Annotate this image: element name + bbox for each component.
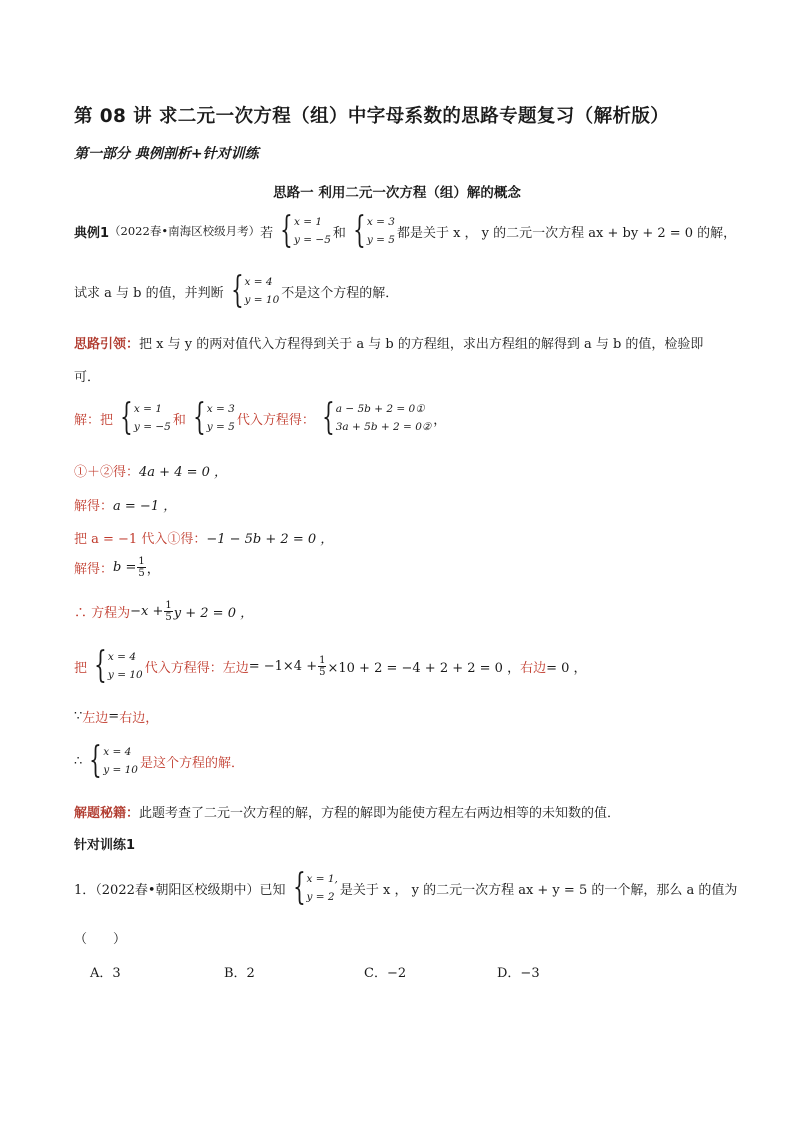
brace-icon: { [353,210,366,251]
equation-system: { x = 3 y = 5 [192,397,235,438]
brace-icon: { [230,270,244,311]
equation-system: { x = 4 y = 10 [89,740,138,781]
example-line-2: 试求 a 与 b 的值，并判断 { x = 4 y = 10 不是这个方程的解． [74,270,399,311]
solution-line-3: 解得： a = −1 ， [74,499,177,514]
fraction: $\frac{1}{5}$ [138,556,145,579]
example-source: （2022春•南海区校级月考） [109,224,261,238]
fraction: $\frac{1}{5}$ [319,654,326,678]
answer-paren: （ ） [74,932,127,947]
example-text-b: 都是关于 x ， y 的二元一次方程 ax + by + 2 = 0 的解， [396,225,737,241]
solution-line-5: 解得： b = $\frac{1}{5}$ ， [74,556,160,579]
page-title: 第 08 讲 求二元一次方程（组）中字母系数的思路专题复习（解析版） [74,106,670,127]
option-b: B．2 [224,966,255,981]
secret-label: 解题秘籍： [74,806,140,821]
part-heading: 第一部分 典例剖析+针对训练 [74,146,259,162]
solution-line-6: ∴ 方程为 −x + $\frac{1}{5}$ y + 2 = 0 ， [74,600,254,623]
brace-icon: { [120,397,133,438]
brace-icon: { [292,867,306,908]
solution-line-8: ∵ 左边 = 右边， [74,709,159,726]
equation-system: { x = 4 y = 10 [230,270,280,311]
example-text-a: 若 [260,225,274,241]
option-a: A．3 [90,966,121,981]
example-label: 典例1 [74,225,110,241]
fraction: $\frac{1}{5}$ [165,600,172,623]
option-d: D．−3 [497,966,540,981]
solution-line-2: ①＋②得： 4a + 4 = 0 ， [74,465,228,480]
section-heading: 思路一 利用二元一次方程（组）解的概念 [273,185,521,201]
hint-line-1: 思路引领： 把 x 与 y 的两对值代入方程得到关于 a 与 b 的方程组，求出方程组的解得到 a 与 b 的值，检验即 [74,333,703,352]
question-line: 1．（2022春•朝阳区校级期中）已知 { x = 1, y = 2 是关于 x ， y 的二元一次方程 ax + y = 5 的一个解，那么 a 的值为 [74,867,738,908]
brace-icon: { [89,740,103,781]
option-c: C．−2 [364,966,407,981]
training-heading: 针对训练1 [74,838,136,853]
equation-system: { x = 3 y = 5 [353,210,395,251]
brace-icon: { [94,645,107,686]
brace-icon: { [192,397,206,438]
solution-line-1: 解：把 { x = 1 y = −5 和 { x = 3 y = 5 代入方程得： { a − 5b + 2 = 0① 3a + 5b + 2 = 0② ， [74,397,447,438]
equation-system: { x = 1, y = 2 [292,867,338,908]
hint-line-2: 可． [74,370,101,385]
equation-system: { x = 4 y = 10 [94,645,143,686]
solution-line-4: 把 a = −1 代入①得： −1 − 5b + 2 = 0 ， [74,532,334,547]
brace-icon: { [321,397,335,438]
solution-line-9: ∴ { x = 4 y = 10 是这个方程的解． [74,740,244,781]
hint-label: 思路引领： [74,337,140,352]
equation-system: { x = 1 y = −5 [120,397,171,438]
equation-system: { a − 5b + 2 = 0① 3a + 5b + 2 = 0② [321,397,432,438]
equation-system: { x = 1 y = −5 [280,210,331,251]
secret-line: 解题秘籍： 此题考查了二元一次方程的解，方程的解即为能使方程左右两边相等的未知数的值． [74,802,620,821]
example-line-1: 典例1 （2022春•南海区校级月考） 若 { x = 1 y = −5 和 { x = 3 y = 5 都是关于 x ， y 的二元一次方程 ax + by + 2 = 0 的解， [74,210,737,251]
brace-icon: { [280,210,293,251]
solution-line-7: 把 { x = 4 y = 10 代入方程得：左边 = −1×4 + $\frac{1}{5}$ ×10 + 2 = −4 + 2 + 2 = 0 ， 右边 = 0 ， [74,645,587,686]
